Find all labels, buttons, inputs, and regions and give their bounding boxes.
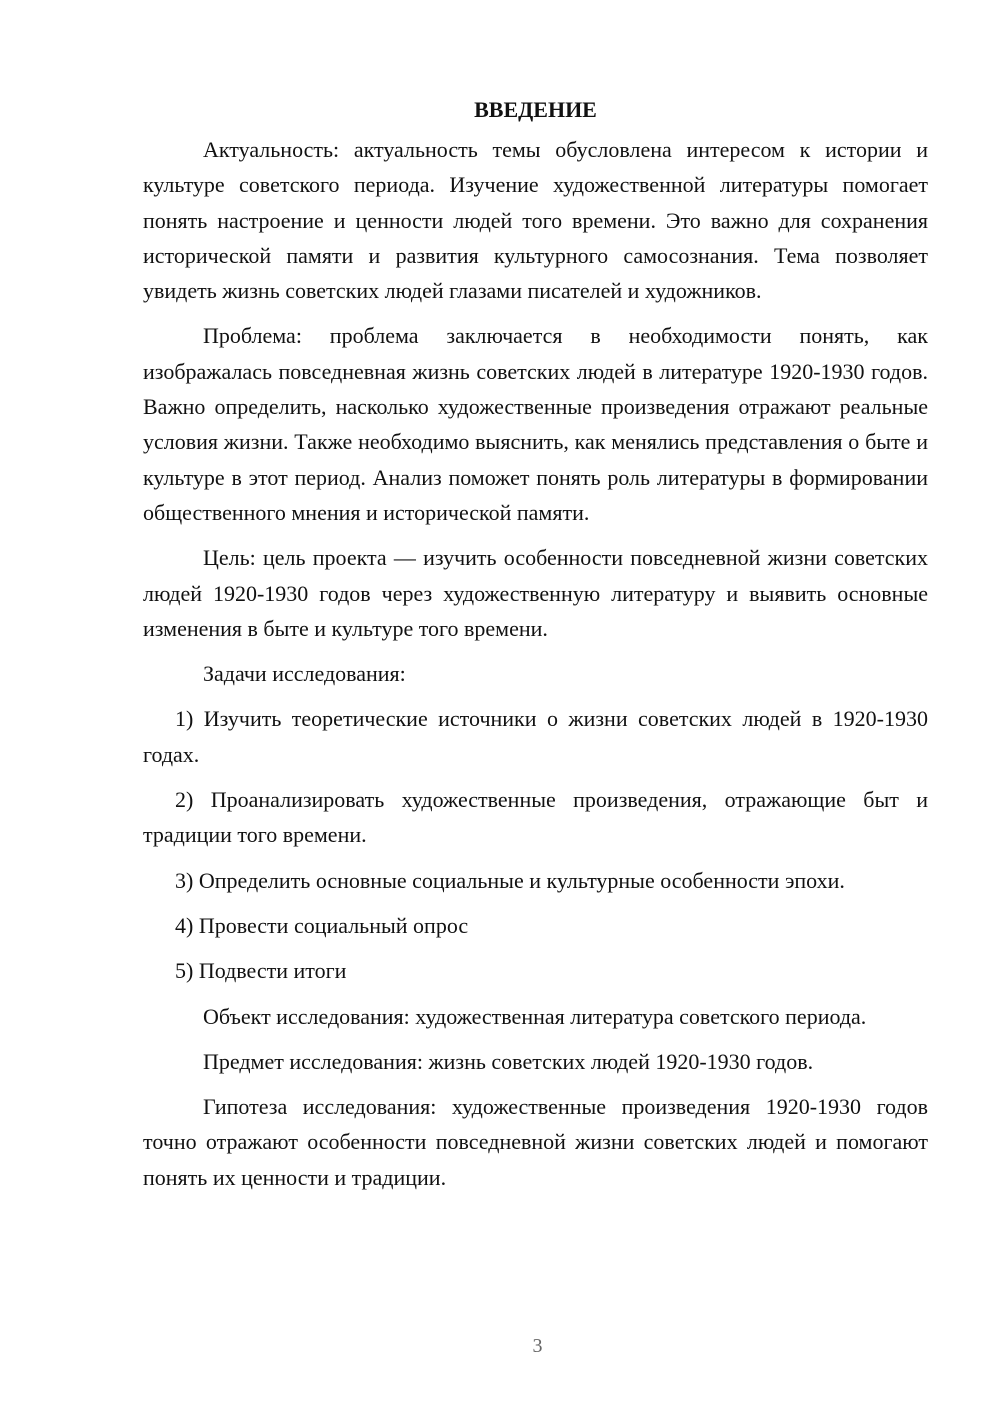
task-item-2: 2) Проанализировать художественные произведения, отражающие быт и традиции того времени. (143, 787, 928, 848)
goal-paragraph: Цель: цель проекта — изучить особенности повседневной жизни советских людей 1920-1930 годов через художественную литературу и выявить основные изменения в быте и культуре того времени. (143, 545, 928, 641)
problem-paragraph: Проблема: проблема заключается в необходимости понять, как изображалась повседневная жизнь советских людей в литературе 1920-1930 годов. Важно определить, насколько художественные произведения отражают реальные условия жизни. Также необходимо выяснить, как менялись представления о быте и культуре в этот период. Анализ поможет понять роль литературы в формировании общественного мнения и исторической памяти. (143, 323, 928, 525)
tasks-title: Задачи исследования: (203, 661, 406, 687)
page-title: ВВЕДЕНИЕ (474, 97, 597, 122)
object-paragraph: Объект исследования: художественная литература советского периода. (203, 1003, 867, 1029)
relevance-paragraph: Актуальность: актуальность темы обусловлена интересом к истории и культуре советского периода. Изучение художественной литературы помогает понять настроение и ценности людей того времени. Это важно для сохранения исторической памяти и развития культурного самосознания. Тема позволяет увидеть жизнь советских людей глазами писателей и художников. (143, 137, 928, 304)
document-page (143, 92, 928, 1195)
task-item-3: 3) Определить основные социальные и культурные особенности эпохи. (175, 867, 845, 893)
task-item-5: 5) Подвести итоги (175, 958, 347, 984)
task-item-1: 1) Изучить теоретические источники о жизни советских людей в 1920-1930 годах. (143, 706, 928, 767)
subject-paragraph: Предмет исследования: жизнь советских людей 1920-1930 годов. (203, 1048, 814, 1074)
page-number: 3 (532, 1335, 543, 1357)
task-item-4: 4) Провести социальный опрос (175, 912, 469, 938)
hypothesis-paragraph: Гипотеза исследования: художественные произведения 1920-1930 годов точно отражают особенности повседневной жизни советских людей и помогают понять их ценности и традиции. (143, 1094, 928, 1190)
